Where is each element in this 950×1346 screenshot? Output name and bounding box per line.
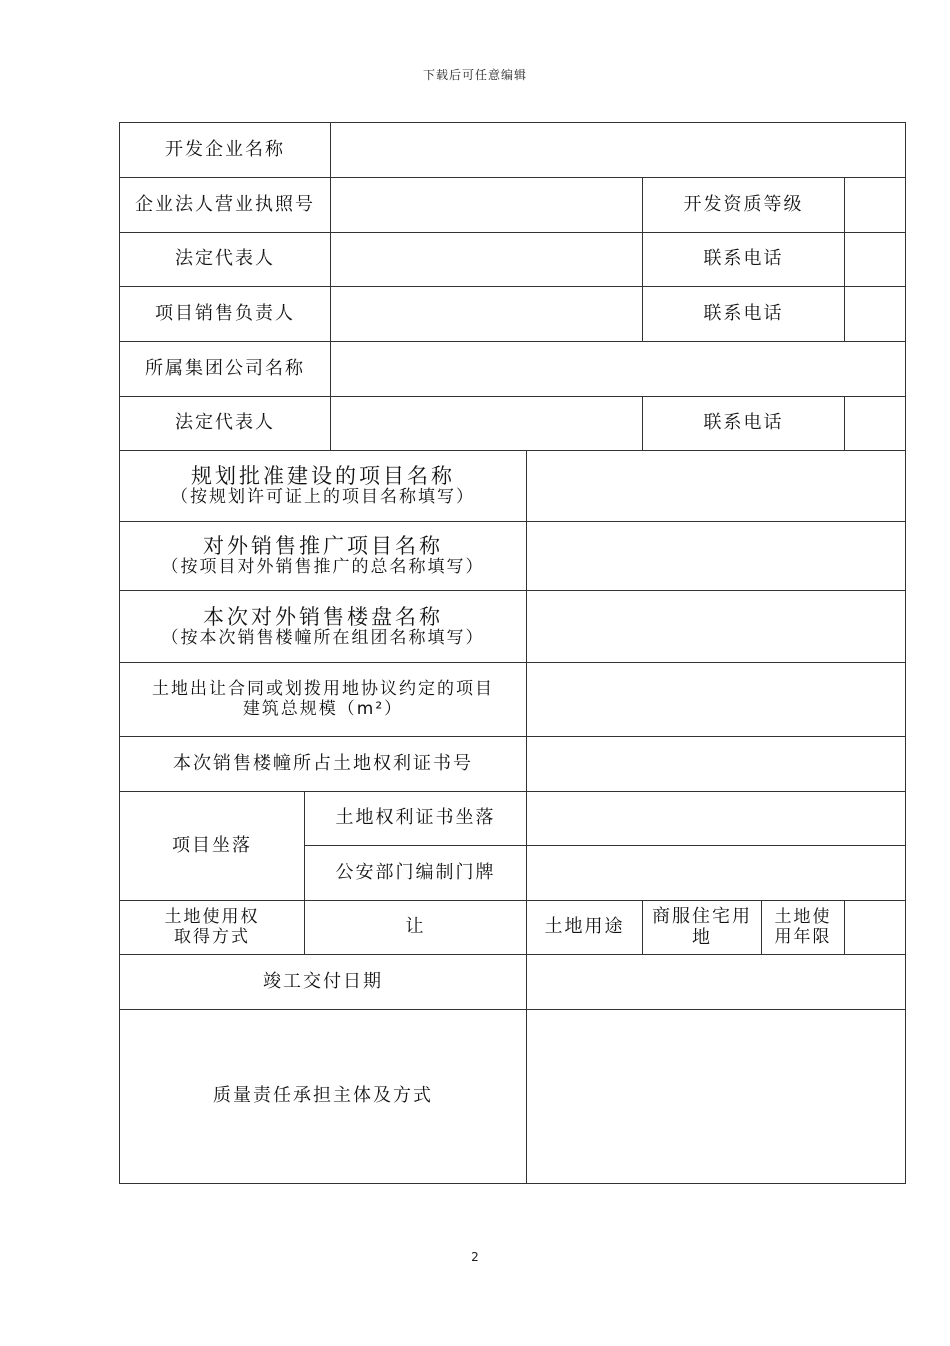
row-license	[120, 178, 906, 233]
field-cert-location[interactable]	[527, 792, 906, 846]
field-police-address[interactable]	[527, 846, 906, 901]
row-land-cert	[120, 737, 906, 792]
label-developer-name: 开发企业名称	[120, 123, 331, 178]
building-name-main: 本次对外销售楼盘名称	[203, 604, 443, 629]
label-legal-rep-1: 法定代表人	[120, 233, 331, 287]
row-legal-rep-1	[120, 233, 906, 287]
value-land-use: 商服住宅用地	[643, 901, 762, 955]
row-planned-name	[120, 451, 906, 522]
page-header: 下载后可任意编辑	[422, 68, 527, 82]
field-phone-2[interactable]	[845, 287, 906, 342]
label-project-location: 项目坐落	[120, 792, 305, 901]
row-land-acquisition	[120, 901, 906, 955]
scale-line2: 建筑总规模（m²）	[242, 698, 404, 719]
row-construction-scale	[120, 663, 906, 737]
field-phone-1[interactable]	[845, 233, 906, 287]
row-group-company	[120, 342, 906, 397]
promo-name-note: （按项目对外销售推广的总名称填写）	[161, 557, 485, 578]
acquire-line2: 取得方式	[174, 926, 250, 947]
row-completion-date	[120, 955, 906, 1010]
label-use-term	[762, 901, 845, 955]
page-number: 2	[471, 1250, 479, 1264]
acquire-line1: 土地使用权	[164, 906, 260, 927]
field-legal-rep-1[interactable]	[331, 233, 643, 287]
label-phone-2: 联系电话	[643, 287, 845, 342]
field-planned-project-name[interactable]	[527, 451, 906, 522]
field-construction-scale[interactable]	[527, 663, 906, 737]
field-quality-responsibility[interactable]	[527, 1010, 906, 1184]
building-name-note: （按本次销售楼幢所在组团名称填写）	[161, 627, 485, 648]
field-qualification-level[interactable]	[845, 178, 906, 233]
label-phone-1: 联系电话	[643, 233, 845, 287]
field-promo-project-name[interactable]	[527, 522, 906, 591]
label-quality-responsibility: 质量责任承担主体及方式	[120, 1010, 527, 1184]
label-promo-project-name	[120, 522, 527, 591]
project-registration-form	[119, 122, 906, 1184]
label-construction-scale	[120, 663, 527, 737]
label-acquisition-method	[120, 901, 305, 955]
label-group-company: 所属集团公司名称	[120, 342, 331, 397]
field-building-name[interactable]	[527, 591, 906, 663]
label-cert-location: 土地权利证书坐落	[305, 792, 527, 846]
label-completion-date: 竣工交付日期	[120, 955, 527, 1010]
label-sales-manager: 项目销售负责人	[120, 287, 331, 342]
use-term-line1: 土地使	[774, 906, 832, 927]
use-term-line2: 用年限	[774, 926, 832, 947]
label-police-address: 公安部门编制门牌	[305, 846, 527, 901]
field-sales-manager[interactable]	[331, 287, 643, 342]
row-building-name	[120, 591, 906, 663]
field-phone-3[interactable]	[845, 397, 906, 451]
planned-name-main: 规划批准建设的项目名称	[191, 464, 455, 489]
planned-name-note: （按规划许可证上的项目名称填写）	[171, 487, 475, 508]
row-sales-manager	[120, 287, 906, 342]
label-qualification-level: 开发资质等级	[643, 178, 845, 233]
row-developer	[120, 123, 906, 178]
scale-line1: 土地出让合同或划拨用地协议约定的项目	[152, 678, 494, 699]
label-license-no: 企业法人营业执照号	[120, 178, 331, 233]
label-building-name	[120, 591, 527, 663]
promo-name-main: 对外销售推广项目名称	[203, 534, 443, 559]
label-phone-3: 联系电话	[643, 397, 845, 451]
row-cert-location	[120, 792, 906, 846]
row-promo-name	[120, 522, 906, 591]
field-developer-name[interactable]	[331, 123, 906, 178]
field-group-company[interactable]	[331, 342, 906, 397]
label-planned-project-name	[120, 451, 527, 522]
label-land-use: 土地用途	[527, 901, 643, 955]
field-license-no[interactable]	[331, 178, 643, 233]
field-completion-date[interactable]	[527, 955, 906, 1010]
field-use-term[interactable]	[845, 901, 906, 955]
label-legal-rep-2: 法定代表人	[120, 397, 331, 451]
row-legal-rep-2	[120, 397, 906, 451]
label-land-cert-no: 本次销售楼幢所占土地权利证书号	[120, 737, 527, 792]
value-acquisition-method: 让	[305, 901, 527, 955]
field-legal-rep-2[interactable]	[331, 397, 643, 451]
row-quality-responsibility	[120, 1010, 906, 1184]
field-land-cert-no[interactable]	[527, 737, 906, 792]
